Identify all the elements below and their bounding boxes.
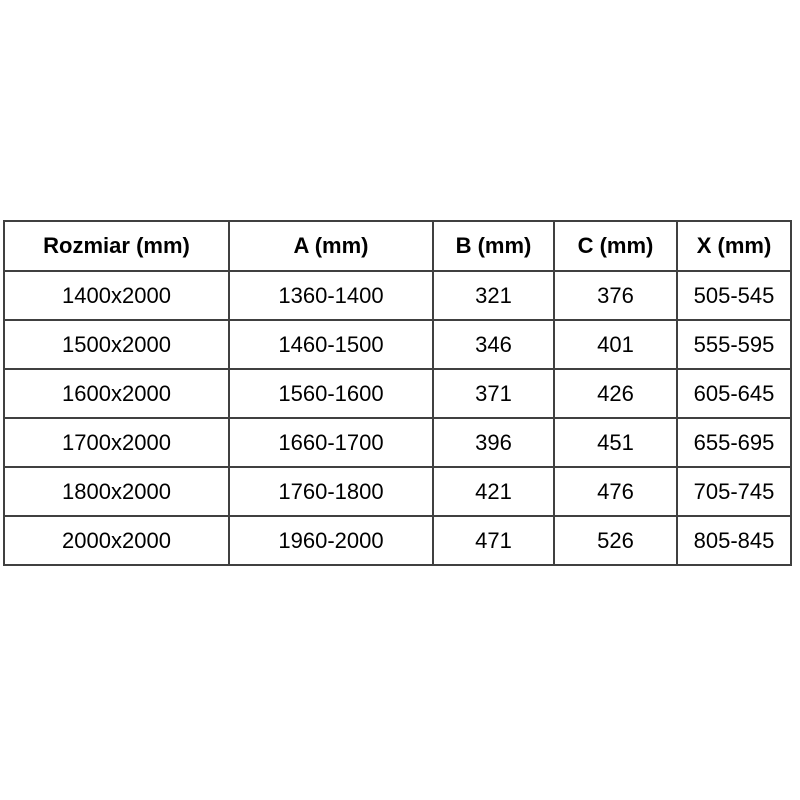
cell-b: 321 <box>433 271 554 320</box>
cell-c: 526 <box>554 516 677 565</box>
cell-b: 421 <box>433 467 554 516</box>
dimensions-table <box>3 220 792 566</box>
cell-c: 376 <box>554 271 677 320</box>
table-row <box>4 467 791 516</box>
cell-a: 1660-1700 <box>229 418 433 467</box>
cell-x: 655-695 <box>677 418 791 467</box>
cell-x: 705-745 <box>677 467 791 516</box>
cell-b: 346 <box>433 320 554 369</box>
table-row <box>4 418 791 467</box>
column-header-a: A (mm) <box>229 221 433 271</box>
cell-size: 1400x2000 <box>4 271 229 320</box>
cell-x: 605-645 <box>677 369 791 418</box>
cell-size: 1800x2000 <box>4 467 229 516</box>
cell-size: 1500x2000 <box>4 320 229 369</box>
cell-a: 1360-1400 <box>229 271 433 320</box>
table-row <box>4 369 791 418</box>
cell-a: 1460-1500 <box>229 320 433 369</box>
cell-size: 1700x2000 <box>4 418 229 467</box>
cell-x: 505-545 <box>677 271 791 320</box>
table-row <box>4 271 791 320</box>
cell-x: 555-595 <box>677 320 791 369</box>
cell-b: 471 <box>433 516 554 565</box>
cell-a: 1760-1800 <box>229 467 433 516</box>
table-row <box>4 516 791 565</box>
cell-c: 401 <box>554 320 677 369</box>
cell-x: 805-845 <box>677 516 791 565</box>
column-header-x: X (mm) <box>677 221 791 271</box>
header-row <box>4 221 791 271</box>
cell-a: 1960-2000 <box>229 516 433 565</box>
cell-size: 1600x2000 <box>4 369 229 418</box>
column-header-b: B (mm) <box>433 221 554 271</box>
column-header-c: C (mm) <box>554 221 677 271</box>
cell-c: 451 <box>554 418 677 467</box>
cell-b: 396 <box>433 418 554 467</box>
cell-c: 426 <box>554 369 677 418</box>
column-header-rozmiar: Rozmiar (mm) <box>4 221 229 271</box>
cell-size: 2000x2000 <box>4 516 229 565</box>
table-row <box>4 320 791 369</box>
cell-a: 1560-1600 <box>229 369 433 418</box>
cell-c: 476 <box>554 467 677 516</box>
cell-b: 371 <box>433 369 554 418</box>
